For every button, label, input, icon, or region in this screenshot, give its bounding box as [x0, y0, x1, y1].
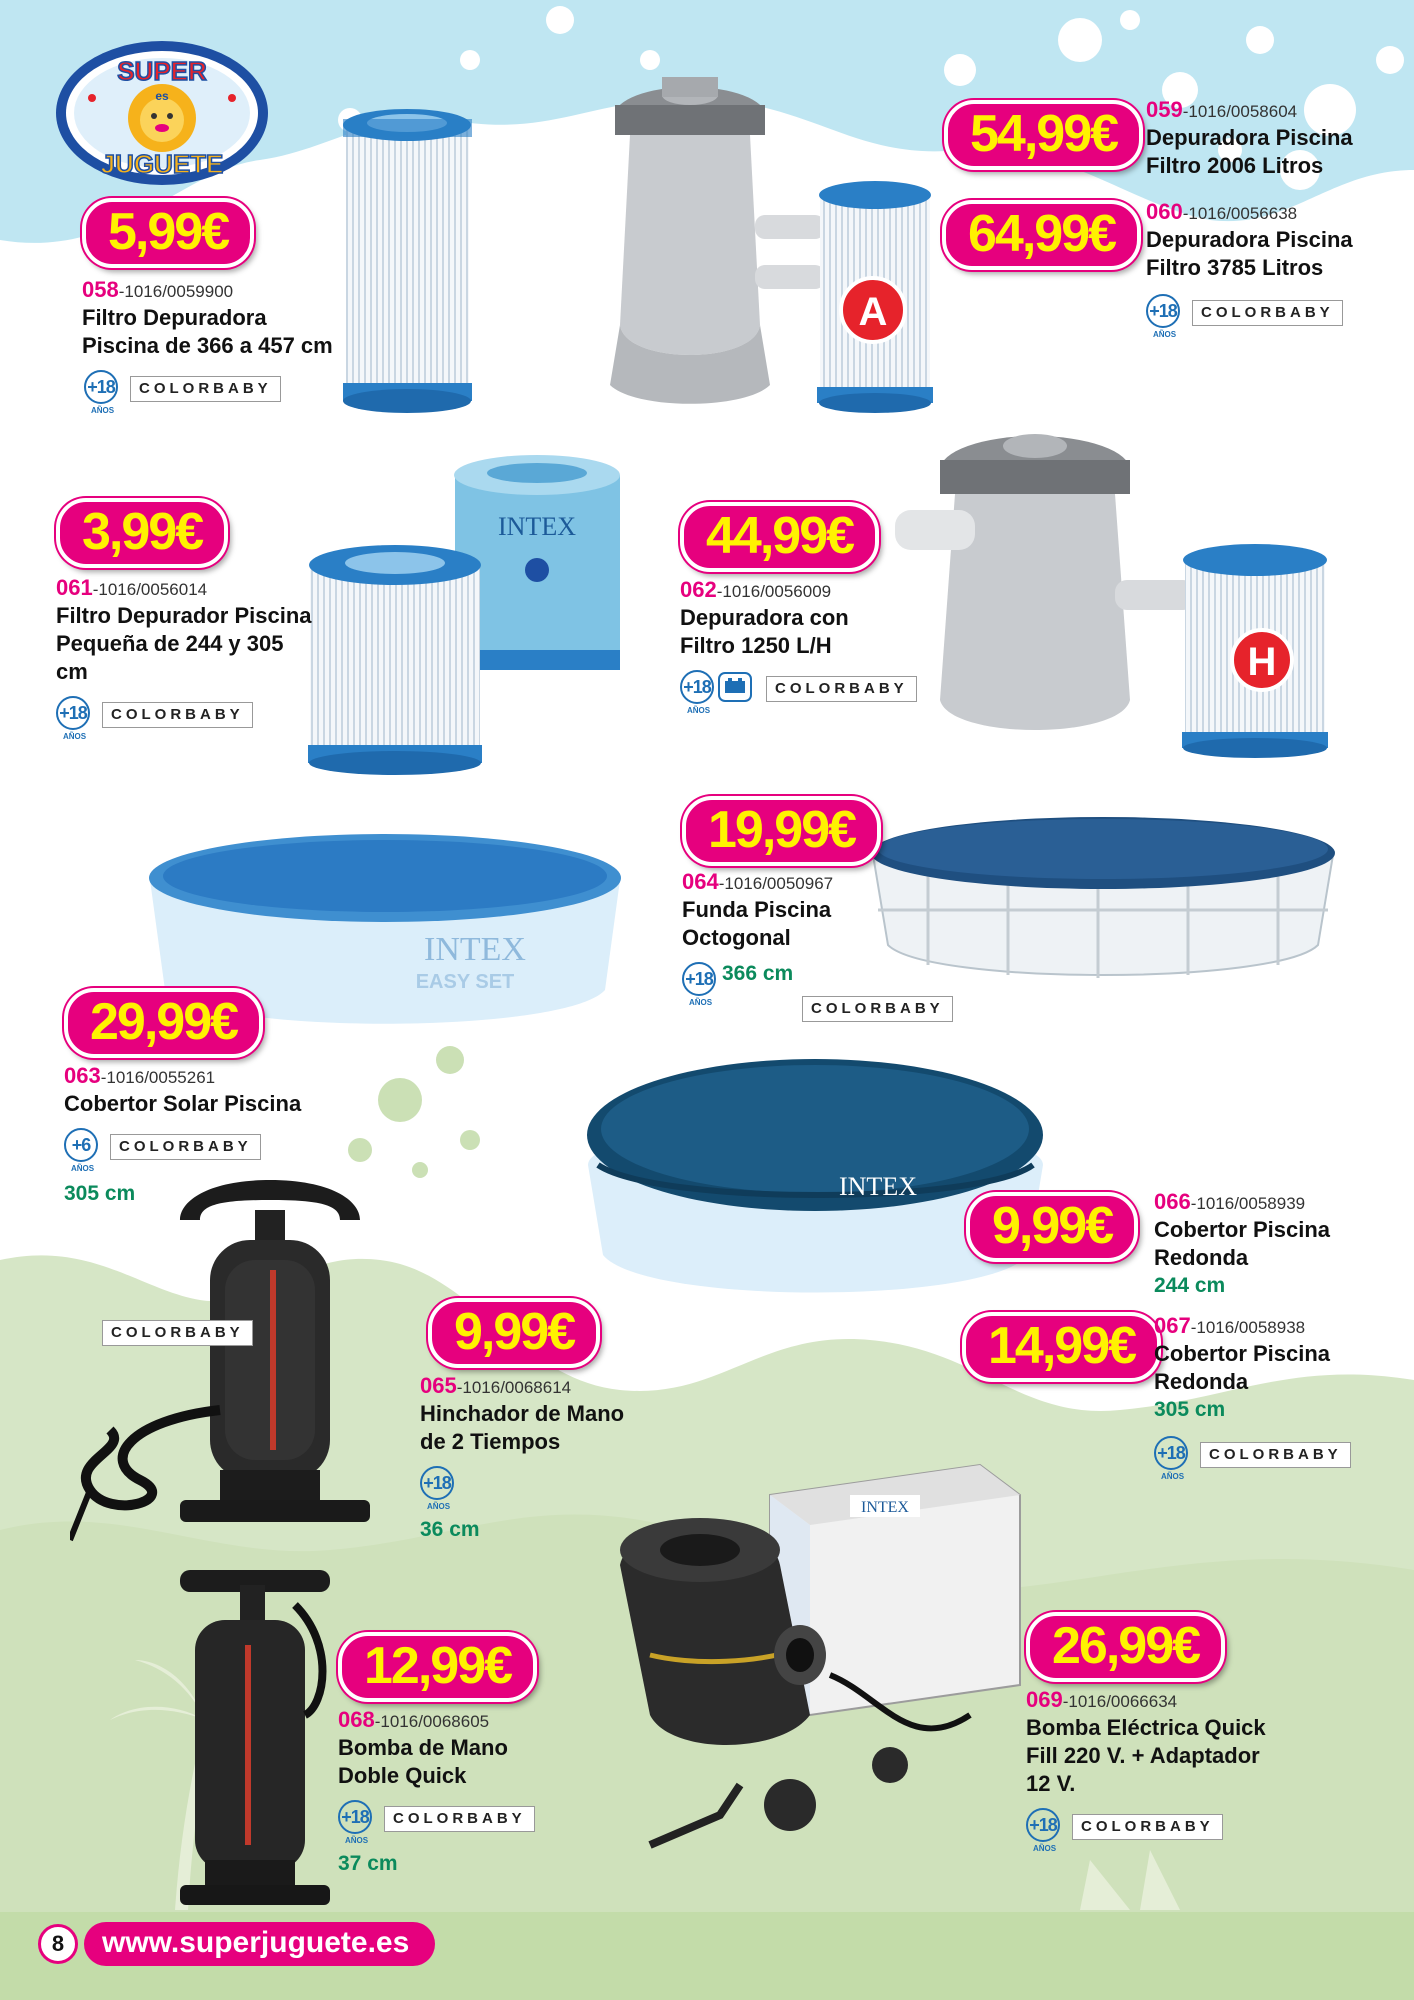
brand-name: COLORBABY [1209, 1446, 1342, 1463]
product-name-line: Filtro 2006 Litros [1146, 153, 1324, 178]
brand-logo-069 [1072, 1814, 1223, 1840]
product-number: 061 [56, 575, 93, 600]
product-061 [56, 576, 312, 686]
brand-logo-067 [1200, 1442, 1351, 1468]
product-image-064-cover [868, 815, 1338, 990]
product-size: 36 cm [420, 1518, 480, 1541]
brand-name: COLORBABY [119, 1138, 252, 1155]
product-name-line: Filtro 3785 Litros [1146, 255, 1324, 280]
product-name-line: Cobertor Piscina [1154, 1341, 1331, 1366]
product-name-line: Pequeña de 244 y 305 [56, 631, 284, 656]
product-069 [1026, 1688, 1266, 1798]
product-name-line: Octogonal [682, 925, 791, 950]
product-name-line: Depuradora con [680, 605, 849, 630]
product-060 [1146, 200, 1353, 282]
product-name-line: Depuradora Piscina [1146, 125, 1353, 150]
price-068: 12,99€ [338, 1632, 537, 1702]
product-image-066-067-cover [578, 1055, 1053, 1305]
price-061: 3,99€ [56, 498, 228, 568]
intex-box-label: INTEX [861, 1499, 909, 1516]
product-code [680, 578, 849, 604]
logo-text-mid: es [155, 89, 169, 103]
product-size: 305 cm [1154, 1398, 1226, 1421]
product-063-size [64, 1180, 135, 1208]
superjuguete-logo[interactable] [52, 38, 272, 188]
product-067 [1154, 1314, 1330, 1424]
product-code [1026, 1688, 1266, 1714]
product-size: 366 cm [722, 962, 794, 985]
age-badge-065: +18 [420, 1466, 454, 1500]
product-code [1146, 98, 1353, 124]
easy-set-label: EASY SET [415, 971, 515, 993]
age-badge-064: +18 [682, 962, 716, 996]
age-sub-068: AÑOS [345, 1836, 369, 1845]
product-number: 063 [64, 1063, 101, 1088]
product-name-line: Doble Quick [338, 1763, 467, 1788]
age-sub-065: AÑOS [427, 1502, 451, 1511]
price-064: 19,99€ [682, 796, 881, 866]
product-058 [82, 278, 333, 360]
product-number: 068 [338, 1707, 375, 1732]
product-code [338, 1708, 508, 1734]
product-063 [64, 1064, 301, 1118]
product-size: 37 cm [338, 1852, 398, 1875]
product-name-line: 12 V. [1026, 1771, 1076, 1796]
product-name-line: Redonda [1154, 1245, 1249, 1270]
page-number: 8 [38, 1924, 78, 1964]
brand-name: COLORBABY [1081, 1818, 1214, 1835]
product-code [56, 576, 312, 602]
product-code [420, 1374, 624, 1400]
product-number: 066 [1154, 1189, 1191, 1214]
product-number: 067 [1154, 1313, 1191, 1338]
product-name-line: Fill 220 V. + Adaptador [1026, 1743, 1260, 1768]
brand-name: COLORBABY [111, 706, 244, 723]
product-ref: -1016/0058604 [1182, 102, 1298, 121]
product-name-line: Cobertor Solar Piscina [64, 1091, 302, 1116]
product-name-line: Filtro Depuradora [82, 305, 267, 330]
price-062: 44,99€ [680, 502, 879, 572]
brand-logo-068 [384, 1806, 535, 1832]
product-image-058-filter [340, 105, 475, 415]
brand-name: COLORBABY [111, 1324, 244, 1341]
product-image-059-060-pump [595, 65, 950, 415]
brand-logo-064 [802, 996, 953, 1022]
age-sub-062: AÑOS [687, 706, 711, 715]
age-badge-068: +18 [338, 1800, 372, 1834]
website-link[interactable]: www.superjuguete.es [84, 1922, 435, 1966]
age-badge-061: +18 [56, 696, 90, 730]
product-name-line: Depuradora Piscina [1146, 227, 1353, 252]
brand-logo-063 [110, 1134, 261, 1160]
product-name-line: Filtro 1250 L/H [680, 633, 832, 658]
logo-text-top: SUPER [117, 56, 207, 86]
brand-name: COLORBABY [775, 680, 908, 697]
product-ref: -1016/0068614 [456, 1378, 572, 1397]
price-059: 54,99€ [944, 100, 1143, 170]
age-sub-060: AÑOS [1153, 330, 1177, 339]
price-063: 29,99€ [64, 988, 263, 1058]
product-code [82, 278, 333, 304]
product-ref: -1016/0056009 [716, 582, 832, 601]
brand-logo-061 [102, 702, 253, 728]
product-image-062-pump [890, 420, 1340, 760]
product-ref: -1016/0066634 [1062, 1692, 1178, 1711]
product-number: 064 [682, 869, 719, 894]
product-066 [1154, 1190, 1330, 1300]
age-sub-058: AÑOS [91, 406, 115, 415]
product-code [682, 870, 833, 896]
product-ref: -1016/0068605 [374, 1712, 490, 1731]
product-number: 059 [1146, 97, 1183, 122]
age-sub-061: AÑOS [63, 732, 87, 741]
age-badge-069: +18 [1026, 1808, 1060, 1842]
filter-h-label: H [1247, 640, 1277, 684]
product-name-line: cm [56, 659, 88, 684]
product-code [64, 1064, 301, 1090]
product-ref: -1016/0056638 [1182, 204, 1298, 223]
filter-a-label: A [858, 290, 888, 334]
product-code [1146, 200, 1353, 226]
age-sub-063: AÑOS [71, 1164, 95, 1173]
product-number: 069 [1026, 1687, 1063, 1712]
brand-logo-058 [130, 376, 281, 402]
product-name-line: Funda Piscina [682, 897, 832, 922]
product-ref: -1016/0059900 [118, 282, 234, 301]
product-name-line: Redonda [1154, 1369, 1249, 1394]
battery-icon [718, 672, 752, 702]
brand-name: COLORBABY [393, 1810, 526, 1827]
product-number: 065 [420, 1373, 457, 1398]
product-ref: -1016/0058939 [1190, 1194, 1306, 1213]
product-size: 305 cm [64, 1182, 136, 1205]
price-065: 9,99€ [428, 1298, 600, 1368]
age-badge-058: +18 [84, 370, 118, 404]
age-sub-064: AÑOS [689, 998, 713, 1007]
price-069: 26,99€ [1026, 1612, 1225, 1682]
brand-name: COLORBABY [1201, 304, 1334, 321]
price-067: 14,99€ [962, 1312, 1161, 1382]
brand-logo-062 [766, 676, 917, 702]
product-name-line: Bomba de Mano [338, 1735, 508, 1760]
product-064 [682, 870, 833, 952]
age-sub-069: AÑOS [1033, 1844, 1057, 1853]
product-name-line: Cobertor Piscina [1154, 1217, 1331, 1242]
product-ref: -1016/0055261 [100, 1068, 216, 1087]
product-068-size [338, 1850, 398, 1878]
product-065-size [420, 1516, 480, 1544]
price-060: 64,99€ [942, 200, 1141, 270]
product-number: 060 [1146, 199, 1183, 224]
brand-logo-065 [102, 1320, 253, 1346]
age-badge-067: +18 [1154, 1436, 1188, 1470]
brand-name: COLORBABY [139, 380, 272, 397]
product-068 [338, 1708, 508, 1790]
product-059 [1146, 98, 1353, 180]
product-name-line: Piscina de 366 a 457 cm [82, 333, 333, 358]
product-name-line: de 2 Tiempos [420, 1429, 561, 1454]
product-ref: -1016/0058938 [1190, 1318, 1306, 1337]
brand-logo-060 [1192, 300, 1343, 326]
product-name-line: Bomba Eléctrica Quick [1026, 1715, 1266, 1740]
price-058: 5,99€ [82, 198, 254, 268]
product-name-line: Hinchador de Mano [420, 1401, 625, 1426]
product-image-068-hand-pump [175, 1565, 340, 1920]
age-badge-062: +18 [680, 670, 714, 704]
product-image-065-hand-pump [70, 1160, 380, 1560]
product-number: 062 [680, 577, 717, 602]
product-code [1154, 1314, 1330, 1340]
brand-name: COLORBABY [811, 1000, 944, 1017]
product-064-size [722, 960, 793, 988]
age-badge-063: +6 [64, 1128, 98, 1162]
product-name-line: Filtro Depurador Piscina [56, 603, 312, 628]
product-ref: -1016/0056014 [92, 580, 208, 599]
product-image-069-electric-pump [610, 1455, 1030, 1855]
product-image-061-filters [305, 455, 630, 775]
intex-label-box: INTEX [498, 512, 576, 541]
product-code [1154, 1190, 1330, 1216]
intex-cover-label: INTEX [839, 1172, 917, 1201]
logo-text-bottom: JUGUETE [100, 149, 224, 179]
age-badge-060: +18 [1146, 294, 1180, 328]
product-065 [420, 1374, 624, 1456]
product-size: 244 cm [1154, 1274, 1226, 1297]
product-number: 058 [82, 277, 119, 302]
product-ref: -1016/0050967 [718, 874, 834, 893]
intex-easy-label: INTEX [424, 931, 526, 968]
age-sub-067: AÑOS [1161, 1472, 1185, 1481]
product-062 [680, 578, 849, 660]
price-066: 9,99€ [966, 1192, 1138, 1262]
